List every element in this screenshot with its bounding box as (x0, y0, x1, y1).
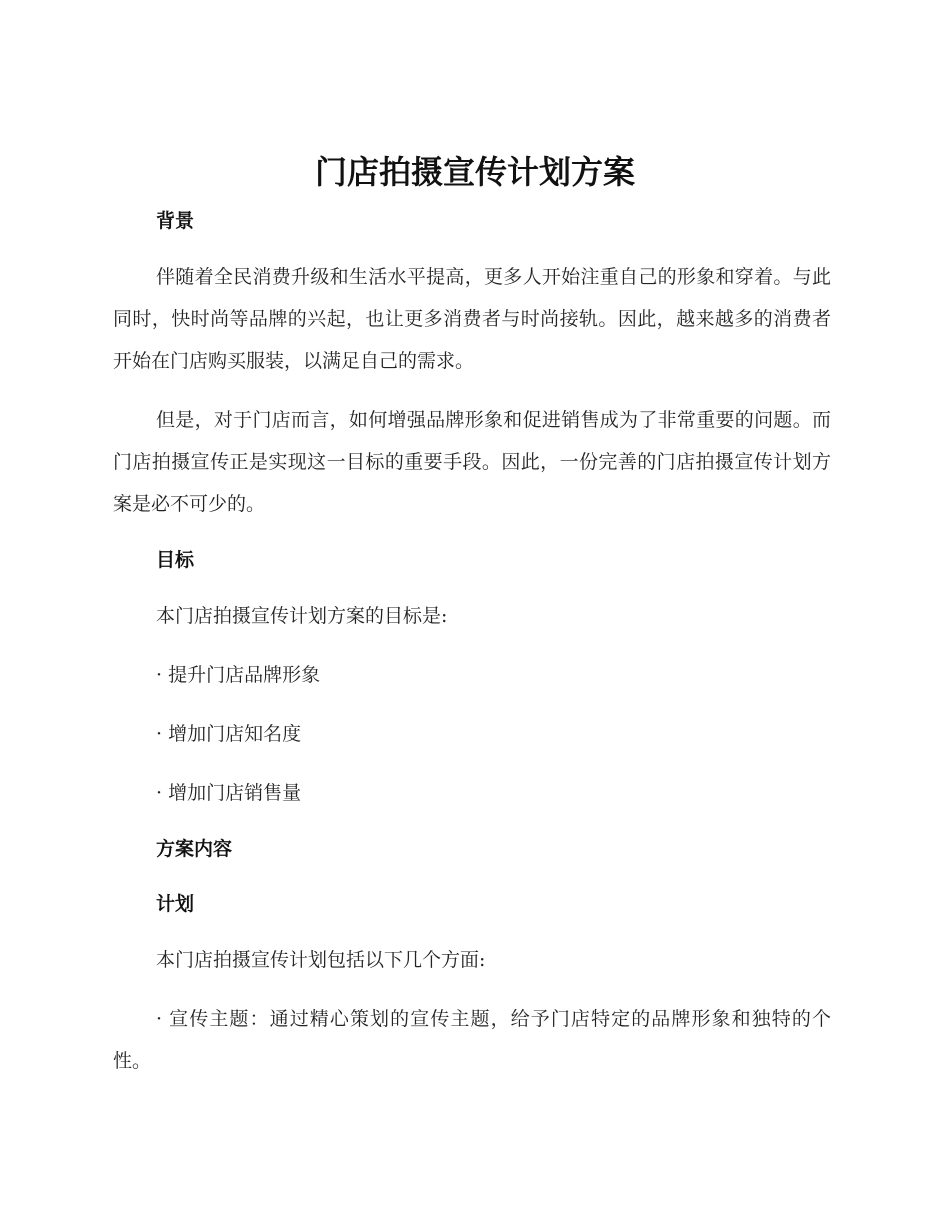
background-paragraph-2: 但是，对于门店而言，如何增强品牌形象和促进销售成为了非常重要的问题。而门店拍摄宣传正是实现这一目标的重要手段。因此，一份完善的门店拍摄宣传计划方案是必不可少的。 (113, 409, 831, 515)
section-heading-plan-content: 方案内容 (156, 838, 233, 860)
plan-item: · 宣传主题：通过精心策划的宣传主题，给予门店特定的品牌形象和独特的个性。 (113, 1008, 831, 1072)
document-title: 门店拍摄宣传计划方案 (314, 153, 635, 191)
goal-item: · 增加门店销售量 (156, 782, 302, 804)
plan-intro: 本门店拍摄宣传计划包括以下几个方面: (156, 949, 486, 971)
section-heading-plan: 计划 (156, 893, 195, 915)
goal-item: · 增加门店知名度 (156, 723, 302, 745)
goal-item: · 提升门店品牌形象 (156, 664, 321, 686)
section-heading-goal: 目标 (156, 549, 195, 571)
section-heading-background: 背景 (156, 210, 195, 232)
goal-intro: 本门店拍摄宣传计划方案的目标是: (156, 605, 448, 627)
background-paragraph-1: 伴随着全民消费升级和生活水平提高，更多人开始注重自己的形象和穿着。与此同时，快时尚等品牌的兴起，也让更多消费者与时尚接轨。因此，越来越多的消费者开始在门店购买服装，以满足自己的需求。 (113, 266, 831, 372)
document-body (113, 203, 831, 1082)
